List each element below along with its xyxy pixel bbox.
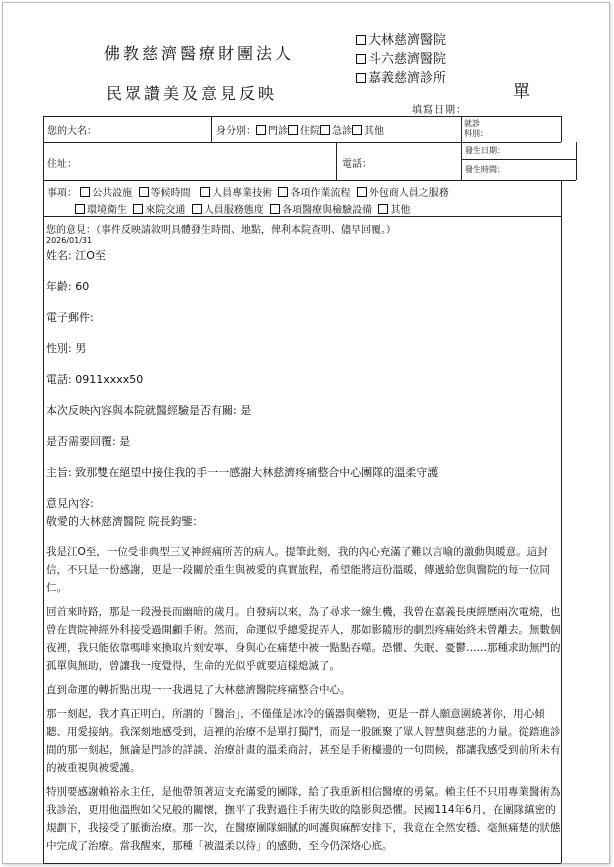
table-border-left bbox=[43, 116, 44, 863]
table-border-right-wide bbox=[576, 142, 577, 180]
paragraph: 那一刻起，我才真正明白，所謂的「醫治」，不僅僅是冰冷的儀器與藥物，更是一群人願意圍繞著你，用心傾聽、用愛接納。我深刻地感受到，這裡的治療不是單打獨鬥，而是一股匯聚了眾人智慧與慈悲的力量。從踏進診間的那一刻起，無論是門診的詳談、治療計畫的溫柔商討，甚至是手術檯邊的一句問候，都讓我感受到前所未有的被重視與被愛護。 bbox=[46, 708, 561, 774]
paragraph: 回首來時路，那是一段漫長而幽暗的歲月。自發病以來，為了尋求一線生機，我曾在嘉義長庚經歷兩次電燒，也曾在貴院神經外科接受過開顱手術。然而，命運似乎總愛捉弄人，那如影隨形的劇烈疼痛始終未曾離去。無數個夜裡，我只能依靠嗎啡來換取片刻安寧，身與心在痛楚中被一點點吞噬。恐懼、失眠、憂鬱……那種求助無門的孤單與無助，曾讓我一度覺得，生命的光似乎就要這樣熄滅了。 bbox=[46, 606, 561, 672]
address-label: 住址： bbox=[47, 159, 77, 170]
checkbox-icon[interactable] bbox=[80, 187, 90, 197]
name-label: 您的大名： bbox=[47, 126, 97, 137]
checkbox-icon[interactable] bbox=[133, 204, 143, 214]
checkbox-icon[interactable] bbox=[288, 125, 298, 135]
hospital-option-dalin[interactable] bbox=[356, 31, 446, 50]
identity-option: 急診 bbox=[332, 126, 352, 137]
paragraph: 特別要感謝賴裕永主任，是他帶領著這支充滿愛的團隊，給了我重新相信醫療的勇氣。賴主任不只用專業醫術為我診治，更用他溫煦如父兄般的關懷，撫平了我對過往手術失敗的陰影與恐懼。民國114年6月，在團隊縝密的規劃下，我接受了脈衝治療。那一次，在醫療團隊細膩的呵護與麻醉安排下，我竟在全然安穩、毫無痛楚的狀態中完成了治療。當我醒來，那種「被溫柔以待」的感動，至今仍深烙心底。 bbox=[46, 786, 561, 852]
hospital-label: 嘉義慈濟診所 bbox=[368, 71, 447, 86]
matter-option: 人員專業技術 bbox=[212, 188, 273, 199]
field-gender: 性別: 男 bbox=[46, 342, 87, 355]
dept-label-line2: 科別： bbox=[464, 129, 488, 138]
matter-option: 等候時間 bbox=[150, 188, 191, 199]
field-age: 年齡: 60 bbox=[46, 280, 90, 293]
matter-option: 外包商人員之服務 bbox=[368, 188, 449, 199]
checkbox-icon[interactable] bbox=[278, 187, 288, 197]
matter-option: 來院交通 bbox=[145, 205, 186, 216]
hospital-option-douliu[interactable] bbox=[356, 50, 446, 69]
matter-option: 環境衛生 bbox=[87, 205, 127, 216]
checkbox-icon[interactable] bbox=[352, 125, 362, 135]
occur-date-label: 發生日期： bbox=[465, 146, 505, 155]
checkbox-icon[interactable] bbox=[357, 187, 367, 197]
table-divider-v bbox=[211, 116, 212, 142]
table-border-bottom bbox=[43, 863, 561, 864]
checkbox-icon[interactable] bbox=[256, 125, 266, 135]
field-name: 姓名: 江O至 bbox=[46, 249, 106, 262]
occur-time-label: 發生時間： bbox=[465, 165, 505, 174]
opinion-title: 意見內容: bbox=[46, 497, 94, 510]
matter-label: 事項： bbox=[47, 188, 77, 199]
dept-label-line1: 就診 bbox=[464, 119, 480, 128]
table-divider-v bbox=[461, 116, 462, 180]
identity-option: 門診 bbox=[268, 126, 288, 137]
matter-option: 人員服務態度 bbox=[203, 205, 264, 216]
checkbox-icon[interactable] bbox=[320, 125, 330, 135]
form-title: 民眾讚美及意見反映 bbox=[106, 84, 278, 103]
field-related: 本次反映內容與本院就醫經驗是否有關: 是 bbox=[46, 404, 252, 417]
identity-option: 住院 bbox=[300, 126, 320, 137]
table-divider-v bbox=[336, 142, 337, 180]
identity-option: 其他 bbox=[364, 126, 384, 137]
dan-character: 單 bbox=[513, 82, 530, 102]
identity-label: 身分別： bbox=[216, 126, 256, 137]
submission-date: 2026/01/31 bbox=[46, 236, 93, 245]
field-reply: 是否需要回覆: 是 bbox=[46, 435, 131, 448]
matter-option: 各項作業流程 bbox=[290, 188, 351, 199]
checkbox-icon[interactable] bbox=[356, 54, 366, 64]
org-name: 佛教慈濟醫療財團法人 bbox=[104, 44, 295, 63]
table-divider bbox=[43, 216, 561, 217]
paragraph: 我是江O至，一位受非典型三叉神經痛所苦的病人。提筆此刻，我的內心充滿了難以言喻的激動與暖意。這封信，不只是一份感謝，更是一段關於重生與被愛的真實旅程，希望能將這份溫暖，傳遞給您與醫院的每一位同仁。 bbox=[46, 546, 550, 594]
fill-date-label: 填寫日期： bbox=[412, 105, 467, 116]
checkbox-icon[interactable] bbox=[378, 204, 388, 214]
checkbox-icon[interactable] bbox=[75, 204, 85, 214]
hospital-checklist bbox=[356, 31, 446, 88]
identity-group bbox=[216, 122, 384, 137]
hospital-label: 大林慈濟醫院 bbox=[368, 33, 447, 48]
checkbox-icon[interactable] bbox=[200, 187, 210, 197]
hospital-label: 斗六慈濟醫院 bbox=[368, 52, 447, 67]
checkbox-icon[interactable] bbox=[356, 73, 366, 83]
table-border-right bbox=[561, 116, 562, 142]
paragraph: 直到命運的轉折點出現一一我遇見了大林慈濟醫院疼痛整合中心。 bbox=[46, 684, 351, 696]
field-phone: 電話: 0911xxxx50 bbox=[46, 373, 144, 386]
checkbox-icon[interactable] bbox=[356, 35, 366, 45]
matter-row-2 bbox=[75, 201, 410, 216]
matter-option: 其他 bbox=[390, 205, 411, 216]
table-divider bbox=[461, 159, 576, 160]
checkbox-icon[interactable] bbox=[192, 204, 202, 214]
field-email: 電子郵件: bbox=[46, 311, 94, 324]
opinion-header: 您的意見：（事件反映請敘明具體發生時間、地點，俾利本院查明、儘早回覆。） bbox=[46, 225, 396, 236]
field-subject: 主旨: 致那雙在絕望中接住我的手一一感謝大林慈濟疼痛整合中心團隊的溫柔守護 bbox=[46, 466, 439, 479]
checkbox-icon[interactable] bbox=[139, 187, 149, 197]
opinion-content bbox=[46, 221, 562, 861]
matter-option: 公共設施 bbox=[92, 188, 133, 199]
matter-row-1 bbox=[47, 184, 449, 199]
dept-label bbox=[464, 119, 488, 139]
matter-option: 各項醫療與檢驗設備 bbox=[282, 205, 373, 216]
hospital-option-chiayi[interactable] bbox=[356, 69, 446, 88]
table-border-top bbox=[43, 116, 561, 117]
table-divider bbox=[43, 180, 576, 181]
salutation: 敬愛的大林慈濟醫院 院長鈞鑒： bbox=[46, 515, 204, 528]
phone-label: 電話： bbox=[342, 159, 372, 170]
table-divider bbox=[43, 142, 561, 143]
checkbox-icon[interactable] bbox=[270, 204, 280, 214]
